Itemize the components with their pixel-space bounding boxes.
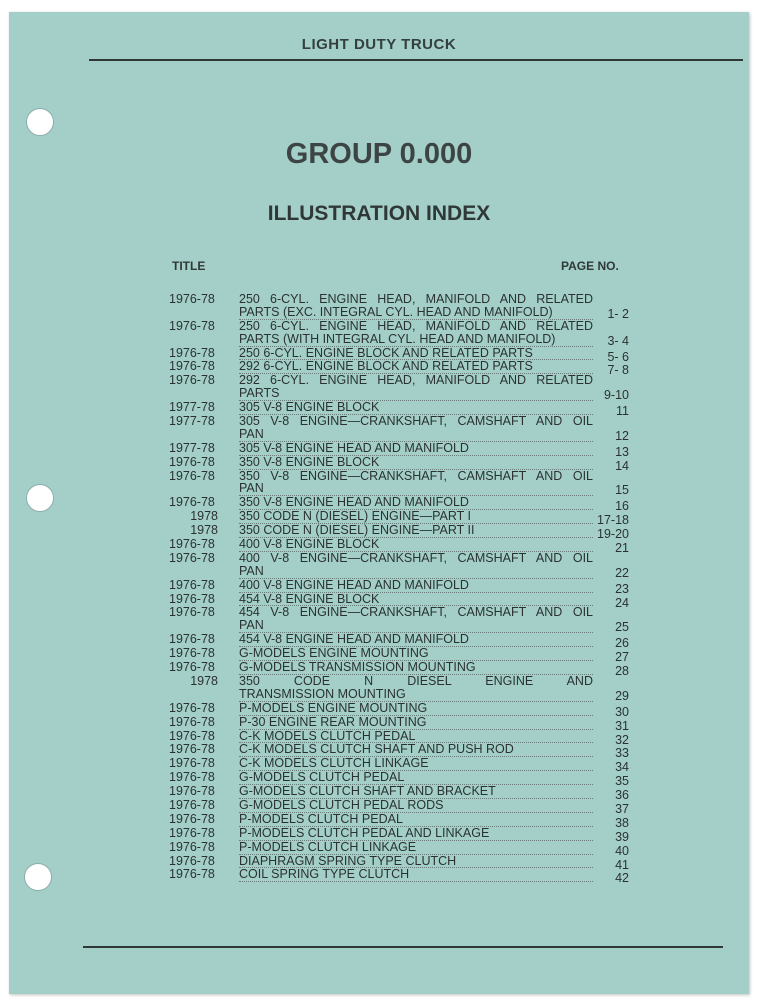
entry-title-line: PARTS (EXC. INTEGRAL CYL. HEAD AND MANIFOLD) (239, 306, 593, 320)
entry-title-line: COIL SPRING TYPE CLUTCH (239, 868, 593, 882)
entry-title-line: PAN (239, 619, 593, 633)
entry-page-number: 37 (615, 801, 629, 816)
entry-title-line: 400 V-8 ENGINE HEAD AND MANIFOLD (239, 579, 593, 593)
entry-page-number: 25 (615, 620, 629, 635)
entry-page-number: 23 (615, 581, 629, 596)
entry-year: 1976-78 (169, 811, 215, 826)
entry-title-line: PAN (239, 428, 593, 442)
index-entry (169, 293, 629, 320)
entry-year: 1976-78 (169, 700, 215, 715)
entry-title-line: 250 6-CYL. ENGINE HEAD, MANIFOLD AND RELATED (239, 293, 593, 306)
entry-title-line: 305 V-8 ENGINE BLOCK (239, 401, 593, 415)
index-entry (169, 700, 629, 719)
index-entry (169, 415, 629, 442)
entry-page-number: 21 (615, 541, 629, 556)
entry-title-line: PARTS (WITH INTEGRAL CYL. HEAD AND MANIFOLD) (239, 333, 593, 347)
entry-title-line: 350 V-8 ENGINE BLOCK (239, 456, 593, 470)
entry-title-line: P-MODELS CLUTCH PEDAL AND LINKAGE (239, 827, 593, 841)
entry-title-line: 454 V-8 ENGINE HEAD AND MANIFOLD (239, 633, 593, 647)
index-entry (169, 359, 629, 378)
entry-title-line: 454 V-8 ENGINE BLOCK (239, 593, 593, 607)
entry-year: 1976-78 (169, 292, 215, 306)
entry-page-number: 22 (615, 565, 629, 580)
entry-title-line: PAN (239, 565, 593, 579)
entry-page-number: 34 (615, 760, 629, 775)
entry-title-line: DIAPHRAGM SPRING TYPE CLUTCH (239, 855, 593, 869)
entry-page-number: 32 (615, 732, 629, 747)
entry-title-line: 350 V-8 ENGINE—CRANKSHAFT, CAMSHAFT AND OIL (239, 469, 593, 483)
entry-title-line: TRANSMISSION MOUNTING (239, 688, 593, 702)
entry-year: 1976-78 (169, 646, 215, 661)
entry-year: 1976-78 (169, 359, 215, 374)
entry-year: 1976-78 (169, 797, 215, 812)
entry-title-line: 350 CODE N (DIESEL) ENGINE—PART II (239, 524, 593, 538)
entry-year: 1976-78 (169, 632, 215, 647)
entry-title-line: 350 V-8 ENGINE HEAD AND MANIFOLD (239, 496, 593, 510)
entry-page-number: 29 (615, 688, 629, 703)
entry-page-number: 27 (615, 650, 629, 665)
entry-year: 1976-78 (169, 825, 215, 840)
entry-year: 1976-78 (169, 495, 215, 510)
entry-title-line: 400 V-8 ENGINE BLOCK (239, 538, 593, 552)
binder-hole (26, 484, 54, 512)
entry-year: 1976-78 (169, 537, 215, 552)
entry-page-number: 13 (615, 444, 629, 459)
index-entry (169, 756, 629, 775)
entry-title-line: 400 V-8 ENGINE—CRANKSHAFT, CAMSHAFT AND OIL (239, 551, 593, 565)
running-title: LIGHT DUTY TRUCK (301, 36, 457, 53)
entry-page-number: 1- 2 (607, 306, 629, 321)
entry-year: 1976-78 (169, 605, 215, 620)
entry-title-line: P-MODELS ENGINE MOUNTING (239, 702, 593, 716)
entry-year: 1976-78 (169, 742, 215, 757)
entry-page-number: 30 (615, 704, 629, 719)
index-entry (169, 454, 629, 473)
group-title: GROUP 0.000 (285, 138, 473, 170)
entry-page-number: 19-20 (597, 527, 629, 542)
entry-page-number: 12 (615, 428, 629, 443)
index-entry (169, 537, 629, 556)
entry-page-number: 9-10 (603, 388, 629, 403)
entry-page-number: 11 (616, 404, 629, 419)
entry-page-number: 26 (615, 636, 629, 651)
entry-title-line: G-MODELS CLUTCH SHAFT AND BRACKET (239, 785, 593, 799)
binder-hole (24, 863, 52, 891)
entry-year: 1976-78 (169, 714, 215, 729)
entry-page-number: 5- 6 (607, 349, 629, 364)
index-entry (169, 470, 629, 497)
index-entry (169, 825, 629, 844)
index-entry (169, 853, 629, 872)
entry-title-line: PAN (239, 482, 593, 496)
index-entry (169, 523, 629, 542)
index-entry (169, 400, 629, 419)
index-entry (169, 591, 629, 610)
entry-page-number: 33 (615, 746, 629, 761)
entry-page-number: 41 (615, 857, 629, 872)
index-entry (169, 660, 629, 679)
entry-year: 1976-78 (169, 345, 215, 360)
entry-year: 1976-78 (169, 468, 215, 483)
entry-page-number: 42 (615, 871, 629, 886)
entry-year: 1976-78 (169, 318, 215, 333)
index-entry (169, 675, 629, 702)
entry-title-line: P-30 ENGINE REAR MOUNTING (239, 716, 593, 730)
entry-year: 1976-78 (169, 770, 215, 785)
entry-year: 1978 (190, 673, 218, 688)
entry-title-line: C-K MODELS CLUTCH SHAFT AND PUSH ROD (239, 743, 593, 757)
index-entry (169, 742, 629, 761)
index-entry (169, 509, 629, 528)
entry-page-number: 14 (615, 458, 629, 473)
entry-year: 1976-78 (169, 867, 215, 882)
entry-year: 1976-78 (169, 853, 215, 868)
entry-title-line: 292 6-CYL. ENGINE HEAD, MANIFOLD AND RELATED (239, 374, 593, 388)
entry-year: 1976-78 (169, 454, 215, 469)
entry-page-number: 39 (615, 829, 629, 844)
bottom-rule (83, 946, 723, 948)
index-entry (169, 552, 629, 579)
entry-page-number: 31 (615, 718, 629, 733)
entry-year: 1977-78 (169, 414, 215, 429)
entry-year: 1976-78 (169, 784, 215, 799)
entry-title-line: C-K MODELS CLUTCH PEDAL (239, 730, 593, 744)
entry-year: 1977-78 (169, 400, 215, 415)
index-entry (169, 345, 629, 364)
entry-year: 1977-78 (169, 440, 215, 455)
entry-year: 1976-78 (169, 839, 215, 854)
binder-hole (26, 108, 54, 136)
index-entry (169, 770, 629, 789)
entry-title-line: PARTS (239, 387, 593, 401)
entry-year: 1978 (190, 509, 218, 524)
index-entry (169, 811, 629, 830)
entry-title-line: 250 6-CYL. ENGINE HEAD, MANIFOLD AND RELATED (239, 319, 593, 333)
entry-title-line: 350 CODE N DIESEL ENGINE AND (239, 674, 593, 688)
top-rule (89, 59, 743, 61)
index-title: ILLUSTRATION INDEX (267, 202, 491, 225)
index-entry (169, 839, 629, 858)
entry-year: 1978 (190, 523, 218, 538)
entry-year: 1976-78 (169, 373, 215, 388)
index-entry (169, 632, 629, 651)
index-entry (169, 646, 629, 665)
entry-page-number: 40 (615, 843, 629, 858)
entry-title-line: 305 V-8 ENGINE HEAD AND MANIFOLD (239, 442, 593, 456)
entry-title-line: C-K MODELS CLUTCH LINKAGE (239, 757, 593, 771)
entry-page-number: 16 (615, 499, 629, 514)
entry-page-number: 36 (615, 788, 629, 803)
entry-page-number: 17-18 (597, 513, 629, 528)
index-entry (169, 577, 629, 596)
entry-page-number: 15 (615, 483, 629, 498)
entry-year: 1976-78 (169, 756, 215, 771)
index-entry (169, 784, 629, 803)
entry-title-line: 454 V-8 ENGINE—CRANKSHAFT, CAMSHAFT AND OIL (239, 606, 593, 620)
entry-year: 1976-78 (169, 591, 215, 606)
entry-year: 1976-78 (169, 660, 215, 675)
entry-title-line: G-MODELS CLUTCH PEDAL (239, 771, 593, 785)
index-entry (169, 797, 629, 816)
entry-page-number: 28 (615, 664, 629, 679)
index-entry (169, 606, 629, 633)
entry-year: 1976-78 (169, 577, 215, 592)
entry-page-number: 3- 4 (607, 333, 629, 348)
entry-title-line: P-MODELS CLUTCH PEDAL (239, 813, 593, 827)
entry-page-number: 24 (615, 595, 629, 610)
entry-year: 1976-78 (169, 728, 215, 743)
index-entry (169, 495, 629, 514)
entry-title-line: 292 6-CYL. ENGINE BLOCK AND RELATED PARTS (239, 360, 593, 374)
entry-title-line: P-MODELS CLUTCH LINKAGE (239, 841, 593, 855)
title-column-header: TITLE (172, 259, 206, 273)
entry-year: 1976-78 (169, 550, 215, 565)
index-entry (169, 867, 629, 886)
index-entry (169, 320, 629, 347)
document-page (9, 12, 749, 994)
entry-title-line: 305 V-8 ENGINE—CRANKSHAFT, CAMSHAFT AND OIL (239, 415, 593, 428)
page-column-header: PAGE NO. (561, 259, 619, 273)
index-entry (169, 440, 629, 459)
entry-page-number: 38 (615, 815, 629, 830)
entry-title-line: 250 6-CYL. ENGINE BLOCK AND RELATED PARTS (239, 347, 593, 361)
entry-title-line: G-MODELS TRANSMISSION MOUNTING (239, 661, 593, 675)
entry-title-line: 350 CODE N (DIESEL) ENGINE—PART I (239, 510, 593, 524)
index-entry (169, 728, 629, 747)
index-entry (169, 714, 629, 733)
entry-title-line: G-MODELS ENGINE MOUNTING (239, 647, 593, 661)
index-entry (169, 374, 629, 401)
entry-title-line: G-MODELS CLUTCH PEDAL RODS (239, 799, 593, 813)
entry-page-number: 35 (615, 774, 629, 789)
illustration-index-list (169, 292, 629, 886)
entry-page-number: 7- 8 (607, 363, 629, 378)
